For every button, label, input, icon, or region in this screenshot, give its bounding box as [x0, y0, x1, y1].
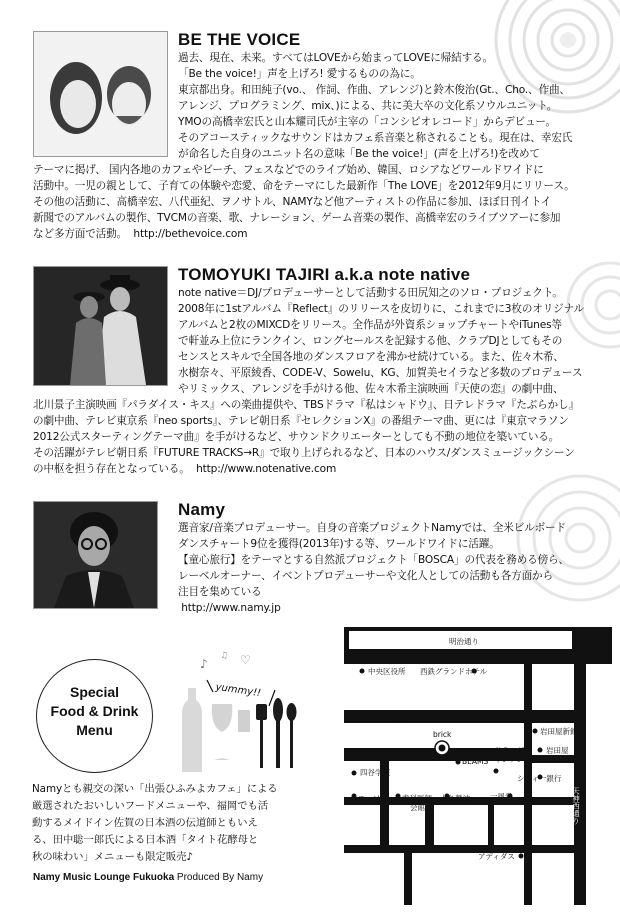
artist-bio-line: 東京都出身。和田純子(vo.、 作詞、作曲、アレンジ)と鈴木俊治(Gt.、Cho.、作曲、 [178, 84, 570, 96]
artist-bio-line: テーマに掲げ、 国内各地のカフェやビーチ、フェスなどでのライブ始め、韓国、ロシアなどワールドワイドに [33, 164, 544, 176]
artist-bio-line: その他の活動に、高橋幸宏、八代亜紀、ヲノサトル、NAMYなど他アーティストの作品に参加、ほぼ日刊イトイ [33, 196, 552, 208]
map-label-lawson: ローソン [358, 794, 388, 803]
artist-bio-line: YMOの高橋幸宏氏と山本耀司氏が主宰の「コンシピオレコード」からデビュー。 [178, 116, 556, 128]
artist-name: Namy [178, 500, 226, 519]
map-label-ippudo: 一風堂 [490, 792, 513, 801]
artist-bio-line: 選音家/音楽プロデューサー。自身の音楽プロジェクトNamyでは、全米ビルボード [178, 522, 566, 534]
menu-text-line: Namyとも親交の深い「出張ひふみよカフェ」による [32, 783, 278, 795]
artist-bio-line: 2008年に1stアルバム『Reflect』のリリースを皮切りに、これまでに3枚のオリジナル [178, 303, 584, 315]
artist-name: TOMOYUKI TAJIRI a.k.a note native [178, 265, 471, 284]
portrait-illustration [34, 502, 157, 608]
artist-bio-line: 活動中。一児の親として、子育ての体験や恋愛、命をテーマにした最新作「The LOVE」を2012年9月にリリース。 [33, 180, 575, 192]
artist-name: BE THE VOICE [178, 30, 301, 49]
menu-title: Special Food & Drink Menu [50, 684, 139, 738]
artist-photo-be-the-voice [33, 31, 168, 157]
artist-bio-line: が命名した自身のユニット名の意味「Be the voice!」(声を上げろ!)を改めて [178, 148, 540, 160]
artist-photo-tomoyuki-tajiri [33, 266, 168, 386]
map-label-iwataya: 岩田屋 [546, 746, 569, 755]
map-label-daimyo: 大名小学校 [388, 713, 426, 722]
map-label-tsuruya: つるやゴルフ [460, 713, 505, 722]
svg-text:♪: ♪ [200, 657, 208, 671]
svg-text:♡: ♡ [240, 653, 251, 667]
artist-bio-line: レーベルオーナー、イベントプロデューサーや文化人としての活動も各方面から [178, 570, 553, 582]
map-label-tenjin: 天神西通り [571, 787, 581, 825]
duo-silhouette-illustration [34, 267, 167, 385]
artist-bio-line: http://www.namy.jp [178, 602, 281, 614]
yummy-text: yummy!! [214, 681, 262, 700]
artist-bio-line: の劇中曲、テレビ東京系『neo sports』、テレビ朝日系『セレクションX』の番組テーマ曲、更には『東京マラソン [33, 415, 569, 427]
artist-bio-line: 新聞でのアルバムの製作、TVCMの音楽、歌、ナレーション、ゲーム音楽の製作、高橋幸宏のライブツアーに参加 [33, 212, 561, 224]
artist-bio-line: アルバムと2枚のMIXCDをリリース。全作品が外資系ショップチャートやiTunes等 [178, 319, 562, 331]
map-label-nishitetsu: 西鉄グランドホテル [420, 667, 488, 676]
artist-bio-line: やリミックス、アレンジを手がける他、佐々木希主演映画『天使の恋』の劇中曲、 [178, 383, 564, 395]
artist-bio-line: 水樹奈々、平原綾香、CODE-V、Sowelu、KG、加賀美セイラなど多数のプロデュース [178, 367, 583, 379]
artist-bio-line: ダンスチャート9位を獲得(2013年)する等、ワールドワイドに活躍。 [178, 538, 500, 550]
footer-venue: Namy Music Lounge Fukuoka [33, 872, 175, 883]
artist-bio-line: で軒並み上位にランクイン、ロングセールスを記録する他、クラブDJとしてもその [178, 335, 563, 347]
menu-text-line: 秋の味わい」メニューも限定販売♪ [32, 851, 193, 863]
artist-bio-line: アレンジ、プログラミング、mix、)による、共に美大卒の文化系ソウルユニット。 [178, 100, 558, 112]
map-label-adidas: アディダス [478, 852, 515, 861]
map-label-drug: ドラッグイレブン [494, 746, 524, 764]
menu-text-line: る、田中聡一郎氏による日本酒「タイト花酵母と [32, 834, 259, 846]
artist-bio-line: その活躍がテレビ朝日系『FUTURE TRACKS→R』で取り上げられるなど、日本のハウス/ダンスミュージックシーン [33, 447, 575, 459]
artist-bio-line: など多方面で活動。 http://bethevoice.com [33, 228, 248, 240]
artist-bio-line: そのアコースティックなサウンドはカフェ系音楽と称されることも。現在は、幸宏氏 [178, 132, 573, 144]
map-label-iwataya-shinkan: 岩田屋新館 [540, 727, 578, 736]
menu-text-line: 厳選されたおいしいフードメニューや、福岡でも活 [32, 800, 269, 812]
artist-bio-line: 【童心旅行】をテーマとする自然派プロジェクト「BOSCA」の代表を務める傍ら、 [178, 554, 569, 566]
artist-photo-namy [33, 501, 158, 609]
artist-bio-line: 過去、現在、未来。すべてはLOVEから始まってLOVEに帰結する。 [178, 52, 493, 64]
artist-bio-line: note native＝DJ/プロデューサーとして活動する田尻知之のソロ・プロジェクト。 [178, 287, 563, 299]
map-label-kamihisa: 上久醤油 [440, 794, 470, 803]
artist-bio-line: 注目を集めている [178, 586, 262, 598]
map-label-meiji: 明治通り [449, 637, 479, 646]
svg-text:♫: ♫ [220, 651, 229, 661]
artist-bio-line: 2012公式スターティングテーマ曲』を手がけるなど、サウンドクリエーターとしても不動の地位を築いている。 [33, 431, 560, 443]
map-label-dentist: 歯科医師会館 [402, 794, 432, 812]
artist-bio-line: 「Be the voice!」声を上げろ! 愛するものの為に。 [178, 68, 421, 80]
map-label-beams: BEAMS [462, 757, 489, 766]
duo-portrait-illustration [34, 32, 167, 156]
artist-bio-line: の中枢を担う存在となっている。 http://www.notenative.com [33, 463, 337, 475]
access-map [344, 627, 612, 905]
map-label-chuoku: 中央区役所 [368, 667, 406, 676]
footer-produced: Produced By Namy [174, 872, 264, 883]
menu-text-line: 動するメイドイン佐賀の日本酒の伝道師ともいえ [32, 817, 258, 829]
artist-bio-line: 北川景子主演映画『パラダイス・キス』への楽曲提供や、TBSドラマ『私はシャドウ』、日テレドラマ『たぶらかし』 [33, 399, 579, 411]
artist-bio-line: センスとスキルで全国各地のダンスフロアを沸かせ続けている。また、佐々木希、 [178, 351, 564, 363]
map-label-yotsuya: 四谷学院 [360, 768, 390, 777]
footer [33, 872, 263, 883]
map-label-city-bank: シティ一銀行 [517, 774, 562, 783]
map-label-brick: brick [433, 730, 452, 739]
yummy-label [205, 676, 285, 712]
